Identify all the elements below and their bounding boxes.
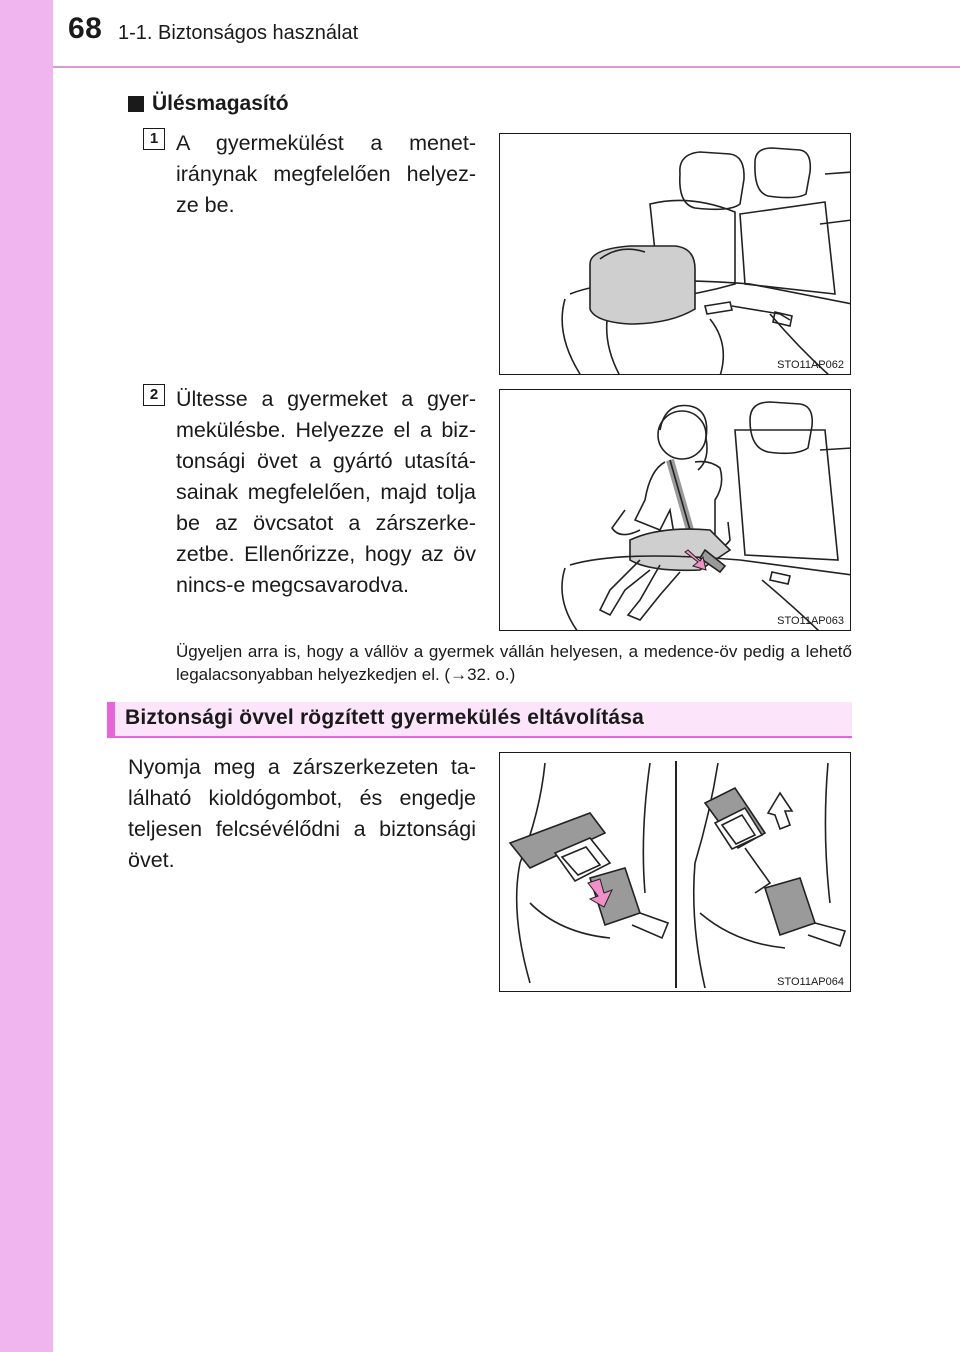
figure-code: STO11AP063: [777, 615, 844, 627]
figure-child-in-booster: [499, 389, 851, 631]
note-text: Ügyeljen arra is, hogy a vállöv a gyermek vállán helyesen, a medence-öv pedig a lehető legalacsonyabban helyezkedjen el. (→32. o.): [176, 642, 852, 684]
side-strip: [0, 0, 53, 1352]
figure-code: STO11AP064: [777, 976, 844, 988]
step-2-text: Ültesse a gyermeket a gyer-mekülésbe. Helyezze el a biz-tonsági övet a gyártó utasítá-sainak megfelelően, majd tolja be az övcsatot a zárszerke-zetbe. Ellenőrizze, hogy az öv nincs-e megcsavarodva.: [176, 387, 476, 597]
banner-title: Biztonsági övvel rögzített gyermekülés eltávolítása: [125, 706, 645, 729]
banner-divider: [107, 736, 852, 738]
child-booster-illustration: [500, 390, 851, 631]
step-number-1: 1: [143, 128, 165, 150]
section-square-icon: [128, 96, 144, 112]
banner-accent-bar: [107, 702, 115, 736]
removal-text: Nyomja meg a zárszerkezeten ta-lálható kioldógombot, és engedje teljesen felcsévélődni a biztonsági övet.: [128, 755, 476, 872]
step-number-2: 2: [143, 384, 165, 406]
figure-code: STO11AP062: [777, 359, 844, 371]
figure-buckle-release: [499, 752, 851, 992]
page-number: 68: [68, 12, 103, 45]
section-banner: [107, 702, 852, 736]
booster-seat-illustration: [500, 134, 851, 375]
section-title: Ülésmagasító: [152, 92, 289, 115]
chapter-title: 1-1. Biztonságos használat: [118, 22, 359, 44]
header-divider: [53, 66, 960, 68]
step-1-text: A gyermekülést a menet-iránynak megfelelően helyez-ze be.: [176, 131, 476, 217]
figure-booster-seat: [499, 133, 851, 375]
buckle-release-illustration: [500, 753, 851, 992]
